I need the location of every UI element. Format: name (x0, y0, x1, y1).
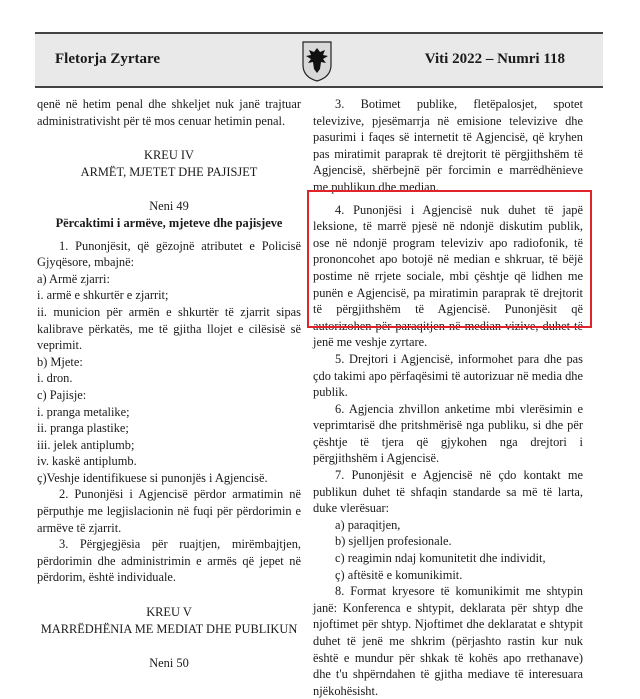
albanian-eagle-emblem-icon (300, 39, 334, 83)
paragraph: 2. Punonjësi i Agjencisë përdor armatimin në përputhje me legjislacionin në fuqi për përdorimin e armëve të zjarrit. (37, 487, 301, 535)
chapter-title: ARMËT, MJETET DHE PAJISJET (80, 164, 258, 179)
list-item: i. dron. (37, 371, 73, 386)
chapter-title: MARRËDHËNIA ME MEDIAT DHE PUBLIKUN (40, 621, 298, 636)
list-item: ii. municion për armën e shkurtër të zjarrit sipas kalibrave përkatës, me të gjitha llojet e cilësisë së veprimit. (37, 304, 301, 353)
highlight-box (307, 190, 592, 328)
list-item: c) Pajisje: (37, 387, 87, 402)
list-item: i. armë e shkurtër e zjarrit; (37, 288, 169, 303)
paragraph: 6. Agjencia zhvillon anketime mbi vlerësimin e veprimtarisë dhe pritshmërisë nga publiku, si dhe për çështje të tjera që gjykohen nga drejtori i përgjithshëm i Agjencisë. (313, 401, 583, 466)
chapter-number: KREU V (146, 605, 192, 620)
list-item: ç)Veshje identifikuese si punonjës i Agjencisë. (37, 470, 268, 485)
paragraph: 3. Botimet publike, fletëpalosjet, spotet televizive, pjesëmarrja në emisione televizive dhe pasurimi i faqes së internetit të Agjencisë, që kryhen pas miratimit paraprak të drejtorit të përgjithshëm të Agjencisë, shërbejnë për forcimin e marrëdhënieve me publikun dhe median. (313, 97, 583, 194)
issue-number: Viti 2022 – Numri 118 (424, 51, 565, 67)
article-number: Neni 49 (149, 199, 189, 214)
list-item: b) sjelljen profesionale. (335, 534, 452, 549)
list-item: b) Mjete: (37, 354, 83, 369)
left-column (37, 96, 301, 672)
list-item: a) paraqitjen, (335, 517, 401, 532)
highlighted-paragraph: 4. Punonjësi i Agjencisë nuk duhet të japë leksione, të marrë pjesë në ndonjë diskutim publik, ose në ndonjë program televiziv apo radiofonik, të prononcohet apo botojë në median e shkruar, të bëjë postime në rrjete sociale, mbi çështje që lidhen me punën e Agjencisë, pa miratimin paraprak të drejtorit të përgjithshëm të Agjencisë. Punonjësit që autorizohen për paraqitjen në median vizive, duhet të jenë me veshje zyrtare. (313, 202, 583, 350)
list-item: a) Armë zjarri: (37, 271, 110, 286)
right-column (313, 96, 583, 699)
article-number: Neni 50 (149, 656, 189, 671)
page-header (35, 32, 603, 88)
list-item: iv. kaskë antiplumb. (37, 454, 137, 469)
paragraph: 8. Format kryesore të komunikimit me shtypin janë: Konferenca e shtypit, deklarata për shtyp dhe njoftimet për shtyp. Njoftimet dhe deklaratat e shtypit duhet të jenë me shkrim (përjashto rastin kur nuk është e mundur për shkak të kohës apo rrethanave) dhe t'u shpërndahen të gjitha mediave të interesuara njëkohësisht. (313, 584, 583, 698)
chapter-number: KREU IV (144, 148, 194, 163)
list-item: ii. pranga plastike; (37, 421, 129, 436)
paragraph: 7. Punonjësit e Agjencisë në çdo kontakt me publikun duhet të shfaqin standarde sa më të larta, duke vlerësuar: (313, 468, 583, 516)
intro-paragraph: qenë në hetim penal dhe shkeljet nuk janë trajtuar administrativisht për të mos cenuar hetimin penal. (37, 97, 301, 128)
article-title: Përcaktimi i armëve, mjeteve dhe pajisjeve (55, 215, 283, 230)
paragraph: 1. Punonjësit, që gëzojnë atributet e Policisë Gjyqësore, mbajnë: (37, 238, 301, 270)
list-item: iii. jelek antiplumb; (37, 437, 135, 452)
publication-title: Fletorja Zyrtare (55, 51, 161, 67)
paragraph: 3. Përgjegjësia për ruajtjen, mirëmbajtjen, përdorimin dhe administrimin e armës që jepet në përdorim, është individuale. (37, 537, 301, 585)
list-item: ç) aftësitë e komunikimit. (335, 567, 463, 582)
list-item: i. pranga metalike; (37, 404, 130, 419)
list-item: c) reagimin ndaj komunitetit dhe individit, (335, 551, 546, 566)
paragraph: 5. Drejtori i Agjencisë, informohet para dhe pas çdo takimi apo përfaqësimi të autorizuar në media dhe publik. (313, 351, 583, 400)
